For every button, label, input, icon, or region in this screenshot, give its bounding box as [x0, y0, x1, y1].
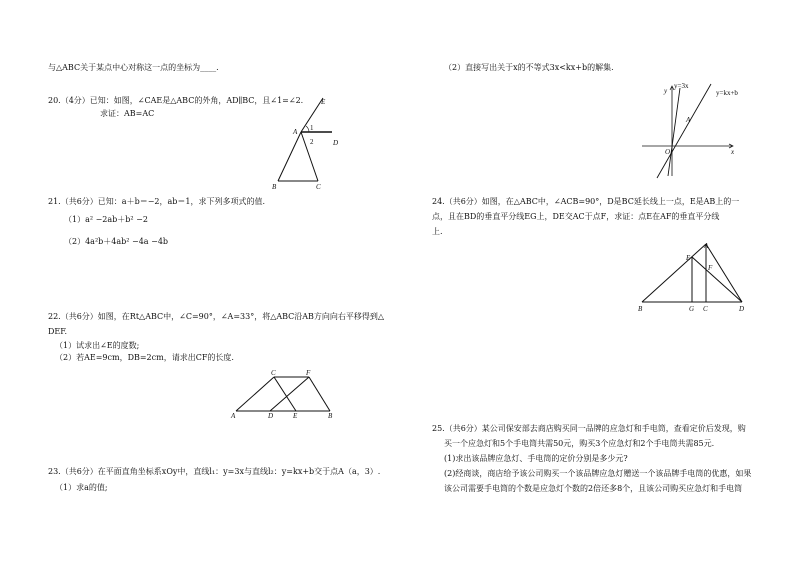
q20-prove: 求证：AB=AC: [100, 109, 155, 118]
fig23-label-l1: y=3x: [674, 82, 689, 90]
figure-q24-triangle: [636, 240, 748, 316]
fig23-label-o: O: [665, 148, 671, 156]
fig24-label-b: B: [638, 305, 643, 313]
fig22-label-d: D: [268, 412, 274, 419]
q23-text: 23.（共6分）在平面直角坐标系xOy中，直线l₁：y=3x与直线l₂：y=kx+b交于点A（a，3）.: [48, 467, 381, 476]
fig22-label-a: A: [231, 412, 236, 419]
q25-item-2: (2)经商谈，商店给予该公司购买一个该品牌应急灯赠送一个该品牌手电筒的优惠，如果: [444, 469, 752, 478]
fig20-label-d: D: [333, 139, 339, 147]
q25-item-1: (1)求出该品牌应急灯、手电筒的定价分别是多少元?: [444, 454, 628, 463]
q21-item-1: （1）a² −2ab＋b² −2: [64, 215, 148, 224]
fig24-label-a: A: [704, 242, 709, 250]
fig22-label-f: F: [306, 369, 311, 377]
q25-text: 25.（共6分）某公司保安部去商店购买同一品牌的应急灯和手电筒，查看定价后发现，购: [432, 424, 746, 433]
q22-text-cont: DEF.: [48, 327, 68, 336]
fig20-label-e: E: [321, 98, 326, 106]
figure-q23-coordinate-lines: [636, 80, 742, 180]
fig20-label-a: A: [293, 128, 298, 136]
q25-text-cont: 买一个应急灯和5个手电筒共需50元，购买3个应急灯和2个手电筒共需85元.: [444, 439, 715, 448]
fig20-label-1: 1: [310, 124, 314, 132]
fig23-label-a: A: [686, 116, 691, 124]
fig23-label-x: x: [731, 148, 735, 156]
q21-text: 21.（共6分）已知：a＋b＝−2，ab＝1，求下列多项式的值.: [48, 197, 266, 206]
q21-item-2: （2）4a²b＋4ab² −4a −4b: [64, 237, 169, 246]
fig20-label-c: C: [316, 183, 321, 191]
q22-item-2: （2）若AE=9cm，DB=2cm，请求出CF的长度.: [55, 353, 234, 362]
fig22-label-e: E: [293, 412, 298, 419]
q23-item-1: （1）求a的值;: [55, 483, 108, 492]
q24-text: 24.（共6分）如图，在△ABC中，∠ACB=90°，D是BC延长线上一点，E是AB上的一: [432, 197, 740, 206]
q24-text-cont: 点，且在BD的垂直平分线EG上，DE交AC于点F，求证：点E在AF的垂直平分线: [432, 212, 720, 221]
fig24-label-d: D: [739, 305, 745, 313]
fig23-label-y: y: [664, 87, 668, 95]
fig24-label-e: E: [686, 254, 691, 262]
figure-q22-translation: [228, 367, 338, 419]
figure-q20-triangle: [268, 96, 348, 192]
fig22-label-c: C: [271, 369, 276, 377]
q24-text-end: 上.: [432, 227, 443, 236]
fig20-label-b: B: [272, 183, 277, 191]
q22-text: 22.（共6分）如图，在Rt△ABC中，∠C=90°，∠A=33°，将△ABC沿AB方向向右平移得到△: [48, 312, 385, 321]
q20-text: 20.（4分）已知：如图，∠CAE是△ABC的外角，AD∥BC，且∠1=∠2.: [48, 96, 304, 105]
fig23-label-l2: y=kx+b: [716, 89, 738, 97]
fig22-label-b: B: [328, 412, 333, 419]
fig20-label-2: 2: [310, 138, 314, 146]
q23-item-2: （2）直接写出关于x的不等式3x<kx+b的解集.: [444, 63, 614, 72]
prev-question-tail: 与△ABC关于某点中心对称这一点的坐标为____.: [48, 63, 219, 72]
fig24-label-g: G: [689, 305, 695, 313]
fig24-label-c: C: [703, 305, 708, 313]
q22-item-1: （1）试求出∠E的度数;: [55, 341, 140, 350]
q25-item-2-cont: 该公司需要手电筒的个数是应急灯个数的2倍还多8个，且该公司购买应急灯和手电筒: [444, 484, 743, 493]
fig24-label-f: F: [708, 264, 713, 272]
